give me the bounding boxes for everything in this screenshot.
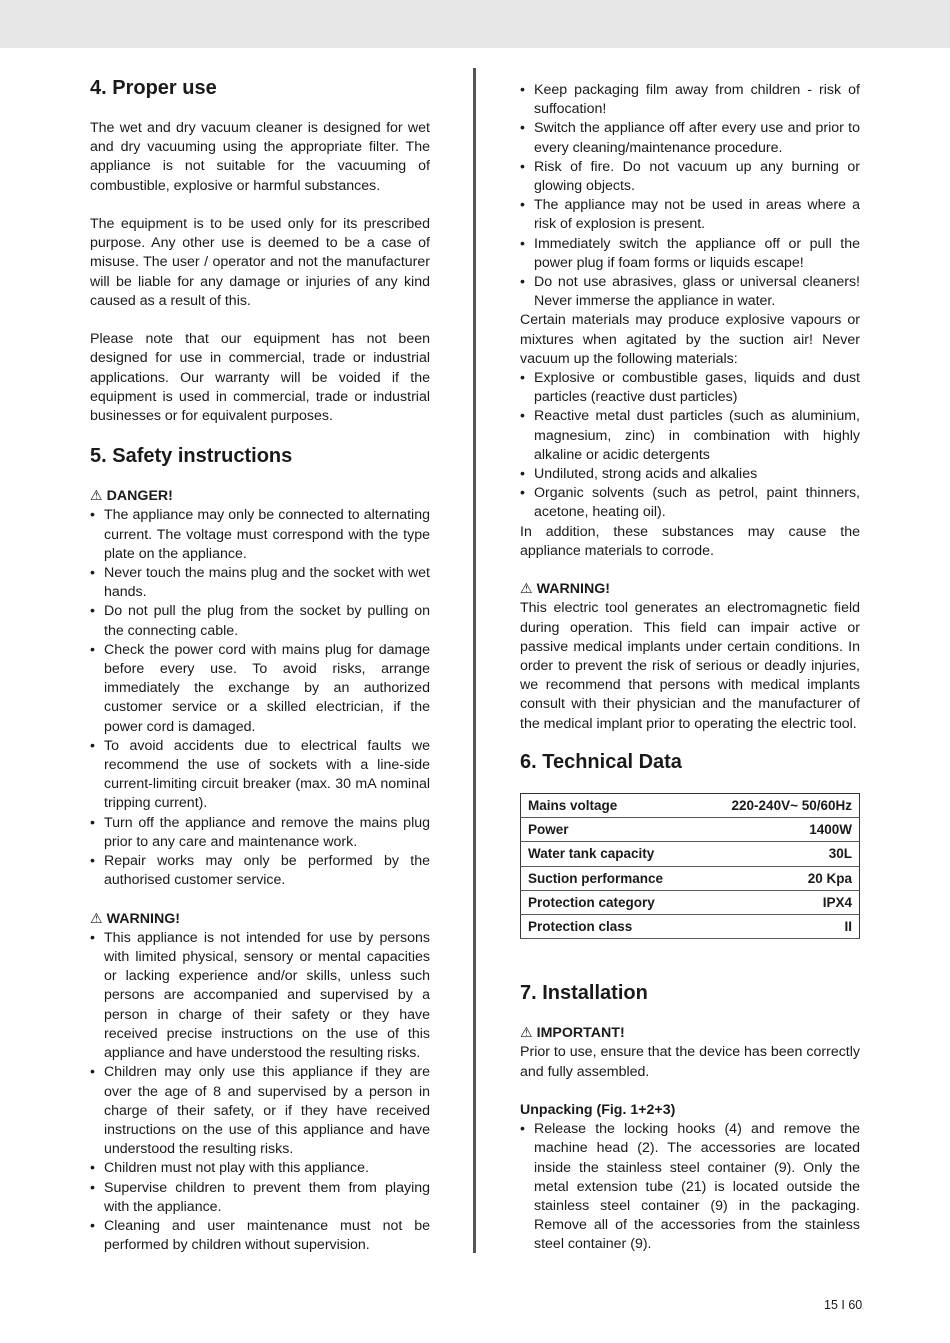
section-heading: 4. Proper use	[90, 77, 217, 99]
warning-label	[520, 580, 860, 599]
warning-triangle-icon: ⚠	[90, 488, 107, 505]
bullet-icon: •	[90, 603, 95, 620]
list-item-text: Never touch the mains plug and the socket with wet hands.	[104, 565, 430, 601]
header-bar	[0, 0, 950, 48]
list-item-text: Children must not play with this appliance.	[104, 1160, 369, 1177]
bullet-list	[520, 81, 860, 311]
spacer	[520, 561, 860, 580]
list-item-text: Cleaning and user maintenance must not be performed by children without supervision.	[104, 1217, 430, 1254]
spacer	[520, 1082, 860, 1101]
warning-text: DANGER!	[106, 488, 173, 505]
list-item-text: The appliance may not be used in areas where a risk of explosion is present.	[534, 197, 860, 233]
list-item-text: Risk of fire. Do not vacuum up any burning or glowing objects.	[534, 158, 860, 195]
list-item	[90, 929, 430, 1063]
list-item-text: Turn off the appliance and remove the mains plug prior to any care and maintenance work.	[104, 814, 430, 850]
list-item-text: Check the power cord with mains plug for damage before every use. To avoid risks, arrange immediately the exchange by an authorized customer service or a skilled electrician, if the power cord is damaged.	[104, 641, 430, 735]
spacer	[90, 196, 430, 215]
table-row	[521, 890, 860, 914]
warning-text: WARNING!	[106, 910, 180, 927]
list-item-text: Children may only use this appliance if they are over the age of 8 and supervised by a person in charge of their safety, or if they have received instructions on the use of this appliance and have understood the resulting risks.	[104, 1064, 430, 1158]
list-item	[520, 273, 860, 311]
spacer	[90, 311, 430, 330]
bullet-icon: •	[520, 120, 525, 137]
list-item	[520, 81, 860, 119]
paragraph: The wet and dry vacuum cleaner is designed for wet and dry vacuuming using the appropriate filter. The appliance is not suitable for the vacuuming of combustible, explosive or harmful substances.	[90, 120, 430, 194]
bullet-icon: •	[90, 1064, 95, 1081]
list-item-text: Undiluted, strong acids and alkalies	[534, 466, 758, 483]
section-heading: 6. Technical Data	[520, 750, 682, 773]
warning-label	[90, 910, 430, 929]
bullet-icon: •	[520, 158, 525, 175]
section-heading: 5. Safety instructions	[90, 445, 293, 468]
subheading: Unpacking (Fig. 1+2+3)	[520, 1101, 676, 1118]
bullet-icon: •	[90, 737, 95, 754]
spacer	[90, 890, 430, 909]
list-item	[520, 484, 860, 522]
list-item	[90, 852, 430, 890]
list-item-text: Explosive or combustible gases, liquids and dust particles (reactive dust particles)	[534, 370, 860, 406]
bullet-list	[520, 1120, 860, 1254]
paragraph: Prior to use, ensure that the device has been correctly and fully assembled.	[520, 1044, 860, 1080]
list-item-text: This appliance is not intended for use by persons with limited physical, sensory or mental capacities or lacking experience and/or skills, unless such persons are accompanied and supervised by a person in charge of their safety or they have received precise instructions on the use of this appliance and have understood the resulting risks.	[104, 929, 430, 1062]
list-item-text: Immediately switch the appliance off or pull the power plug if foam forms or liquids escape!	[534, 235, 860, 271]
table-row	[521, 914, 860, 938]
right-column	[520, 81, 860, 1255]
spec-value: 220-240V~ 50/60Hz	[699, 793, 860, 817]
warning-text: WARNING!	[536, 581, 610, 598]
list-item	[90, 1063, 430, 1159]
spec-value: IPX4	[699, 890, 860, 914]
bullet-icon: •	[520, 274, 525, 291]
spacer	[520, 941, 860, 979]
list-item-text: Reactive metal dust particles (such as aluminium, magnesium, zinc) in combination with highly alkaline or acidic detergents	[534, 408, 860, 463]
list-item-text: The appliance may only be connected to alternating current. The voltage must correspond with the type plate on the appliance.	[104, 507, 430, 562]
table-row	[521, 818, 860, 842]
list-item	[520, 235, 860, 273]
spec-name: Mains voltage	[521, 793, 699, 817]
bullet-icon: •	[90, 929, 95, 946]
paragraph: This electric tool generates an electromagnetic field during operation. This field can impair active or passive medical implants under certain conditions. In order to prevent the risk of serious or deadly injuries, we recommend that persons with medical implants consult with their physician and the manufacturer of the medical implant prior to operating the electric tool.	[520, 600, 860, 732]
list-item-text: Release the locking hooks (4) and remove the machine head (2). The accessories are located inside the stainless steel container (9). Only the metal extension tube (21) is located outside the stainless steel container (9) in the packaging. Remove all of the accessories from the stainless steel container (9).	[534, 1121, 860, 1253]
spec-name: Protection class	[521, 914, 699, 938]
warning-triangle-icon: ⚠	[520, 581, 537, 598]
paragraph: Please note that our equipment has not been designed for use in commercial, trade or industrial applications. Our warranty will be voided if the equipment is used in commercial, trade or industrial businesses or for equivalent purposes.	[90, 331, 430, 425]
list-item-text: Do not use abrasives, glass or universal cleaners! Never immerse the appliance in water.	[534, 274, 860, 310]
spec-name: Suction performance	[521, 866, 699, 890]
bullet-icon: •	[90, 641, 95, 658]
list-item	[520, 196, 860, 234]
column-divider	[473, 68, 476, 1253]
paragraph: Certain materials may produce explosive vapours or mixtures when agitated by the suction air! Never vacuum up the following materials:	[520, 312, 860, 367]
bullet-icon: •	[520, 197, 525, 214]
bullet-icon: •	[90, 1179, 95, 1196]
left-column	[90, 74, 430, 1255]
bullet-icon: •	[90, 507, 95, 524]
list-item	[90, 737, 430, 814]
warning-label	[520, 1024, 860, 1043]
bullet-icon: •	[90, 565, 95, 582]
paragraph: In addition, these substances may cause the appliance materials to corrode.	[520, 523, 860, 559]
list-item	[520, 369, 860, 407]
list-item	[520, 465, 860, 484]
bullet-icon: •	[520, 408, 525, 425]
spec-value: 1400W	[699, 818, 860, 842]
spacer	[520, 734, 860, 748]
list-item	[90, 1217, 430, 1255]
spec-value: 30L	[699, 842, 860, 866]
list-item	[90, 814, 430, 852]
bullet-icon: •	[90, 853, 95, 870]
warning-triangle-icon: ⚠	[520, 1025, 537, 1042]
bullet-list	[90, 929, 430, 1255]
warning-text: IMPORTANT!	[536, 1025, 625, 1042]
list-item	[90, 1159, 430, 1178]
bullet-list	[90, 506, 430, 890]
warning-label	[90, 487, 430, 506]
spec-name: Protection category	[521, 890, 699, 914]
page-number: 15 I 60	[824, 1298, 863, 1312]
bullet-icon: •	[520, 485, 525, 502]
bullet-icon: •	[90, 1160, 95, 1177]
bullet-icon: •	[520, 82, 525, 98]
list-item	[520, 1120, 860, 1254]
list-item-text: To avoid accidents due to electrical faults we recommend the use of sockets with a line-side current-limiting circuit breaker (max. 30 mA nominal tripping current).	[104, 737, 430, 812]
list-item	[90, 564, 430, 602]
list-item-text: Switch the appliance off after every use and prior to every cleaning/maintenance procedure.	[534, 120, 860, 156]
spacer	[90, 426, 430, 442]
table-row	[521, 866, 860, 890]
bullet-icon: •	[520, 235, 525, 252]
list-item-text: Supervise children to prevent them from playing with the appliance.	[104, 1179, 430, 1215]
list-item	[90, 641, 430, 737]
table-row	[521, 842, 860, 866]
bullet-icon: •	[90, 1217, 95, 1234]
list-item-text: Do not pull the plug from the socket by pulling on the connecting cable.	[104, 603, 430, 639]
list-item	[90, 1179, 430, 1217]
list-item	[520, 407, 860, 465]
list-item	[90, 506, 430, 564]
list-item	[520, 119, 860, 157]
bullet-icon: •	[520, 466, 525, 483]
section-heading: 7. Installation	[520, 982, 648, 1005]
table-row	[521, 793, 860, 817]
bullet-icon: •	[90, 814, 95, 831]
warning-triangle-icon: ⚠	[90, 910, 107, 927]
list-item	[520, 158, 860, 196]
spec-name: Water tank capacity	[521, 842, 699, 866]
bullet-icon: •	[520, 1121, 525, 1138]
list-item-text: Organic solvents (such as petrol, paint thinners, acetone, heating oil).	[534, 485, 860, 521]
paragraph: The equipment is to be used only for its prescribed purpose. Any other use is deemed to be a case of misuse. The user / operator and not the manufacturer will be liable for any damage or injuries of any kind caused as a result of this.	[90, 216, 430, 309]
list-item-text: Keep packaging film away from children - risk of suffocation!	[534, 82, 860, 118]
list-item	[90, 602, 430, 640]
technical-data-table	[520, 793, 860, 939]
spec-name: Power	[521, 818, 699, 842]
list-item-text: Repair works may only be performed by the authorised customer service.	[104, 853, 430, 889]
spec-value: 20 Kpa	[699, 866, 860, 890]
bullet-icon: •	[520, 370, 525, 387]
bullet-list	[520, 369, 860, 523]
spec-value: II	[699, 914, 860, 938]
